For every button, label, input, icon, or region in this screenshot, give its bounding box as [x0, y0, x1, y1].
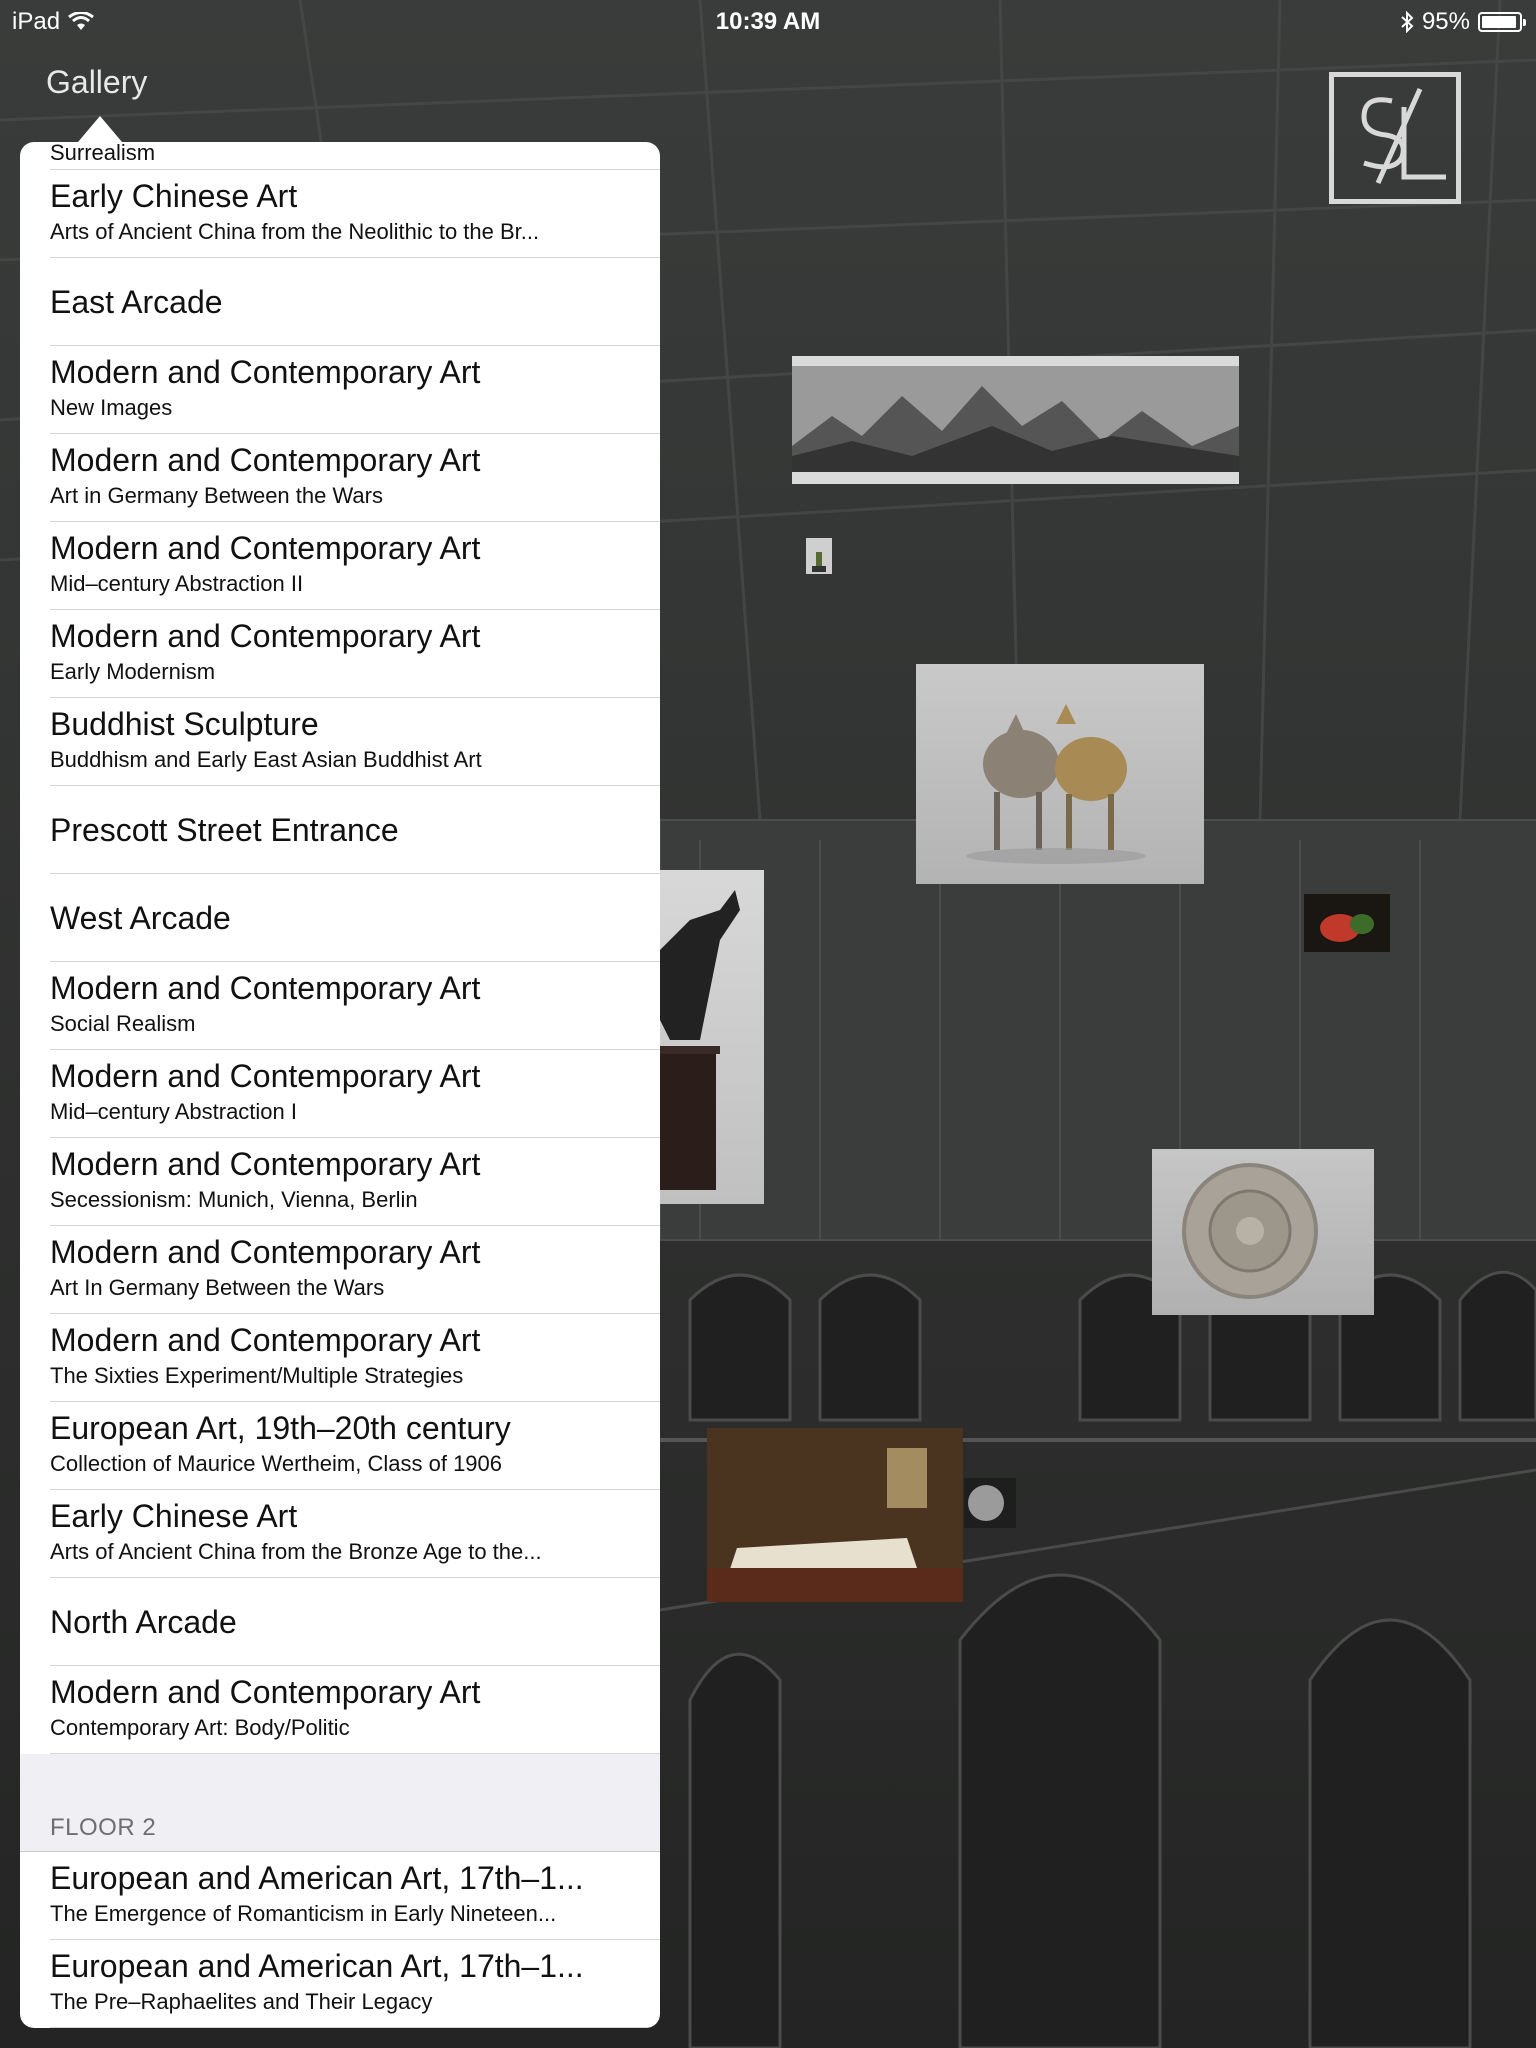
list-item[interactable]: [20, 258, 660, 346]
list-item-title: European and American Art, 17th–1...: [50, 1948, 584, 1984]
artwork-landscape-scroll[interactable]: [792, 356, 1239, 484]
list-item-subtitle: Secessionism: Munich, Vienna, Berlin: [50, 1187, 418, 1212]
artwork-reclining-woman-painting[interactable]: [707, 1428, 963, 1602]
list-item-subtitle: Collection of Maurice Wertheim, Class of 1906: [50, 1451, 503, 1476]
list-item-subtitle: Buddhism and Early East Asian Buddhist Art: [50, 747, 482, 772]
list-item-title: Early Chinese Art: [50, 178, 298, 214]
list-item-subtitle: The Pre–Raphaelites and Their Legacy: [50, 1989, 433, 2014]
list-item-subtitle: Mid–century Abstraction II: [50, 571, 304, 596]
battery-icon: [1478, 12, 1522, 32]
list-item[interactable]: [20, 874, 660, 962]
list-item-title: Modern and Contemporary Art: [50, 442, 481, 478]
list-item-title: West Arcade: [50, 900, 231, 936]
sl-logo-mark-icon: [1334, 77, 1456, 199]
list-item-title: Modern and Contemporary Art: [50, 1674, 481, 1710]
list-item[interactable]: [20, 698, 660, 786]
list-item[interactable]: [20, 142, 660, 170]
battery-level-fill: [1482, 16, 1516, 28]
list-item[interactable]: [20, 1402, 660, 1490]
list-item-title: Buddhist Sculpture: [50, 706, 319, 742]
list-item-subtitle: Art in Germany Between the Wars: [50, 483, 383, 508]
list-item-title: Modern and Contemporary Art: [50, 1146, 481, 1182]
sl-logo: [1329, 72, 1461, 204]
list-item[interactable]: [20, 1578, 660, 1666]
list-item-subtitle: The Sixties Experiment/Multiple Strategies: [50, 1363, 464, 1388]
artwork-fruit-still-life[interactable]: [1304, 894, 1390, 952]
list-item[interactable]: [20, 1666, 660, 1754]
list-item-title: European Art, 19th–20th century: [50, 1410, 511, 1446]
list-item[interactable]: [20, 786, 660, 874]
list-item[interactable]: [20, 434, 660, 522]
artwork-bronze-horse[interactable]: [660, 870, 764, 1204]
section-header-label: FLOOR 2: [50, 1814, 157, 1841]
list-item[interactable]: [20, 1226, 660, 1314]
list-item-title: Modern and Contemporary Art: [50, 530, 481, 566]
list-item[interactable]: [20, 1490, 660, 1578]
artwork-small-medallion[interactable]: [964, 1478, 1016, 1528]
list-item-subtitle: Mid–century Abstraction I: [50, 1099, 298, 1124]
list-item[interactable]: [20, 1314, 660, 1402]
list-item[interactable]: [20, 522, 660, 610]
list-item-title: Modern and Contemporary Art: [50, 970, 481, 1006]
list-item[interactable]: [20, 1050, 660, 1138]
list-item[interactable]: [20, 346, 660, 434]
list-item-title: Modern and Contemporary Art: [50, 618, 481, 654]
artwork-tang-camels[interactable]: [916, 664, 1204, 884]
list-item[interactable]: [20, 170, 660, 258]
list-item-title: Prescott Street Entrance: [50, 812, 399, 848]
list-item-subtitle: Arts of Ancient China from the Bronze Age to the...: [50, 1539, 542, 1564]
section-header-floor-2: [20, 1754, 660, 1852]
list-item-subtitle: Contemporary Art: Body/Politic: [50, 1715, 350, 1740]
list-item-subtitle: The Emergence of Romanticism in Early Nineteen...: [50, 1901, 557, 1926]
list-item-title: North Arcade: [50, 1604, 237, 1640]
list-item-title: East Arcade: [50, 284, 223, 320]
list-item-subtitle: Social Realism: [50, 1011, 196, 1036]
list-item-title: Early Chinese Art: [50, 1498, 298, 1534]
list-item[interactable]: [20, 1940, 660, 2028]
list-item-subtitle: Arts of Ancient China from the Neolithic to the Br...: [50, 219, 540, 244]
list-item-subtitle: Art In Germany Between the Wars: [50, 1275, 385, 1300]
bluetooth-icon: [1400, 11, 1414, 33]
list-item-title: European and American Art, 17th–1...: [50, 1860, 584, 1896]
list-item-subtitle: Early Modernism: [50, 659, 216, 684]
list-item-title: Modern and Contemporary Art: [50, 1234, 481, 1270]
device-name: iPad: [12, 8, 61, 35]
list-item[interactable]: [20, 962, 660, 1050]
list-item[interactable]: [20, 1852, 660, 1940]
status-bar: [0, 0, 1536, 40]
artwork-silver-plate[interactable]: [1152, 1149, 1374, 1315]
battery-percent: 95%: [1421, 8, 1470, 35]
list-item-title: Modern and Contemporary Art: [50, 1322, 481, 1358]
list-item[interactable]: [20, 610, 660, 698]
list-item-subtitle: Surrealism: [50, 142, 156, 165]
gallery-popover: [20, 142, 660, 2028]
list-item-title: Modern and Contemporary Art: [50, 354, 481, 390]
artwork-small-bonsai[interactable]: [806, 538, 832, 574]
gallery-back-button[interactable]: Gallery: [46, 64, 148, 100]
list-item[interactable]: [20, 1138, 660, 1226]
popover-arrow: [78, 116, 122, 142]
list-item-subtitle: New Images: [50, 395, 173, 420]
gallery-list: [20, 142, 660, 2028]
list-item-title: Modern and Contemporary Art: [50, 1058, 481, 1094]
status-time: 10:39 AM: [715, 8, 821, 35]
